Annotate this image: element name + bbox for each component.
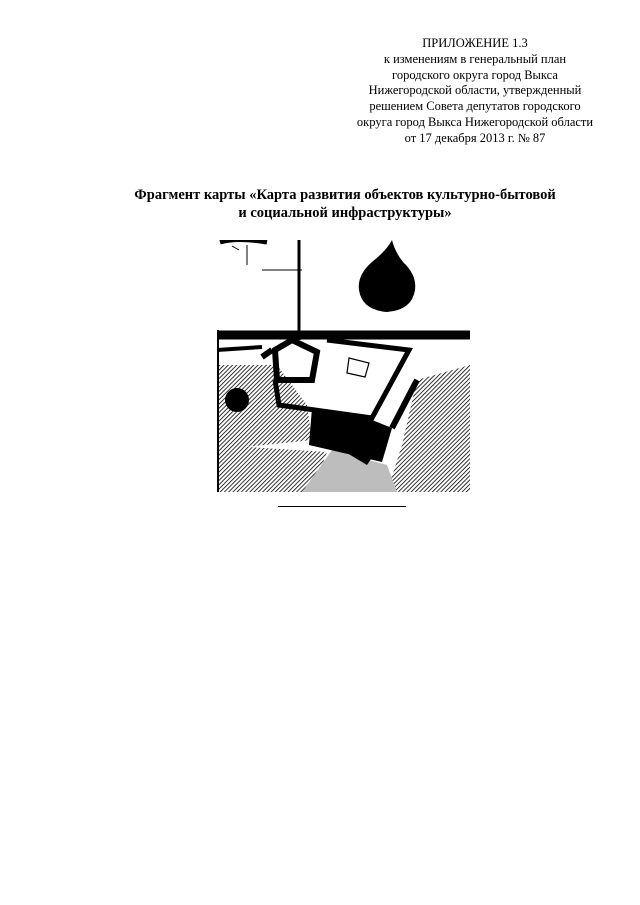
appendix-line: Нижегородской области, утвержденный bbox=[368, 83, 582, 98]
appendix-date: от 17 декабря 2013 г. № 87 bbox=[404, 130, 546, 145]
appendix-number: ПРИЛОЖЕНИЕ 1.3 bbox=[422, 36, 528, 50]
appendix-line: округа город Выкса Нижегородской области bbox=[356, 114, 594, 129]
map-fragment bbox=[217, 240, 470, 492]
teardrop-object bbox=[359, 240, 415, 312]
appendix-line: к изменениям в генеральный план bbox=[383, 51, 567, 66]
hatched-zone-right bbox=[387, 365, 470, 492]
building-inner bbox=[262, 350, 272, 357]
title-line-1: Фрагмент карты «Карта развития объектов культурно-бытовой bbox=[134, 187, 556, 203]
title-line-2: и социальной инфраструктуры» bbox=[238, 205, 452, 221]
road-angled bbox=[217, 347, 262, 350]
appendix-line: городского округа город Выкса bbox=[392, 67, 558, 82]
appendix-line: решением Совета депутатов городского bbox=[369, 99, 581, 114]
appendix-header bbox=[330, 36, 620, 147]
divider-line bbox=[278, 506, 406, 507]
document-title bbox=[60, 186, 630, 222]
small-building bbox=[347, 358, 369, 377]
road-top-left bbox=[232, 246, 239, 250]
circle-object bbox=[225, 388, 249, 412]
road-curve bbox=[220, 240, 267, 242]
